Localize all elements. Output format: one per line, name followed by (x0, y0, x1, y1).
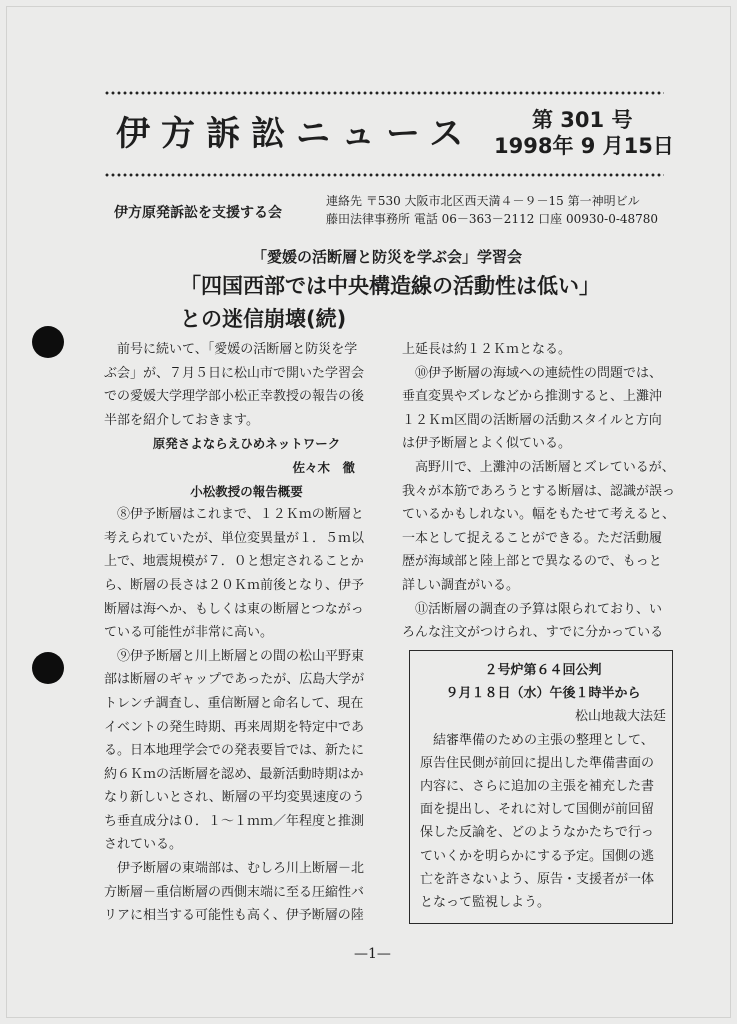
body-line: は伊予断層とよく似ている。 (402, 436, 572, 452)
body-line: 部は断層のギャップであったが、広島大学が (104, 672, 365, 688)
notice-line: 原告住民側が前回に提出した準備書面の (420, 755, 655, 771)
body-line: 断層は海へか、もしくは東の断層とつながっ (104, 601, 364, 617)
body-line: 伊予断層の東端部は、むしろ川上断層－北 (104, 861, 365, 877)
punch-hole-bottom (32, 652, 64, 684)
notice-datetime: ９月１８日（水）午後１時半から (445, 686, 641, 702)
body-line: ⑩伊予断層の海域への連続性の問題では、 (402, 365, 663, 381)
court-notice-box (409, 650, 673, 924)
body-line: 方断層－重信断層の西側末端に至る圧縮性バ (104, 884, 365, 900)
article-headline: 「四国西部では中央構造線の活動性は低い」 (180, 274, 600, 298)
body-line: 垂直変異やズレなどから推測すると、上灘沖 (402, 389, 663, 405)
body-line: ているかもしれない。幅をもたせて考えると、 (402, 507, 676, 523)
article-subhead: 「愛媛の活断層と防災を学ぶ会」学習会 (252, 248, 523, 266)
contact-line: 藤田法律事務所 電話 06－363－2112 口座 00930-0-48780 (326, 212, 659, 226)
body-line: ち垂直成分は０．１～１ｍｍ／年程度と推測 (104, 813, 365, 829)
article-headline-continued: との迷信崩壊(続) (180, 307, 347, 331)
author-name: 佐々木 徹 (292, 459, 355, 475)
body-line: る。日本地理学会での発表要旨では、新たに (104, 743, 365, 759)
notice-line: 亡を許さないよう、原告・支援者が一体 (420, 871, 655, 887)
body-line: されている。 (104, 837, 183, 853)
body-line: ている可能性が非常に高い。 (104, 625, 274, 641)
newsletter-title: 伊方訴訟ニュース (116, 114, 475, 154)
body-line: ⑪活断層の調査の予算は限られており、い (402, 601, 663, 617)
body-line: 上延長は約１２Ｋｍとなる。 (402, 342, 572, 357)
notice-line: 結審準備のための主張の整理として、 (420, 732, 654, 748)
page-number: —1— (354, 946, 391, 962)
contact-line: 連絡先 〒530 大阪市北区西天満４－９－15 第一神明ビル (326, 194, 640, 208)
dotted-rule-top (104, 90, 664, 96)
body-line: １２Ｋｍ区間の活断層の活動スタイルと方向 (402, 412, 662, 428)
body-line: ぶ会」が、７月５日に松山市で開いた学習会 (104, 365, 365, 381)
notice-line: 面を提出し、それに対して国側が前回留 (420, 802, 655, 818)
article-column-left (104, 338, 389, 928)
body-line: 詳しい調査がいる。 (402, 577, 520, 593)
notice-title: ２号炉第６４回公判 (484, 663, 602, 678)
notice-line: となって監視しよう。 (420, 895, 551, 911)
body-line: 上で、地震規模が７．０と想定されることか (104, 554, 364, 570)
notice-line: ていくかを明らかにする予定。国側の逃 (420, 848, 655, 864)
body-line: 歴が海域部と陸上部とで異なるので、もっと (402, 554, 662, 570)
body-line: ろんな注文がつけられ、すでに分かっている (402, 625, 664, 641)
body-line: 前号に続いて、「愛媛の活断層と防災を学 (104, 342, 358, 357)
contact-info (326, 192, 658, 228)
organization-name: 伊方原発訴訟を支援する会 (114, 205, 282, 221)
body-line: なり新しいとされ、断層の平均変異速度のう (104, 790, 365, 806)
issue-number: 第 301 号 (532, 108, 633, 132)
body-line: 我々が本筋であろうとする断層は、認識が誤っ (402, 483, 676, 499)
article-column-right (402, 338, 677, 645)
section-heading: 小松教授の報告概要 (190, 483, 303, 499)
body-line: ⑨伊予断層と川上断層との間の松山平野東 (104, 648, 365, 664)
author-affiliation: 原発さよならえひめネットワーク (152, 436, 341, 452)
body-line: 一本として捉えることができる。ただ活動履 (402, 530, 663, 546)
issue-date: 1998年 9 月15日 (494, 134, 674, 158)
body-line: リアに相当する可能性も高く、伊予断層の陸 (104, 908, 364, 924)
notice-line: 保した反論を、どのようなかたちで行っ (420, 825, 654, 841)
body-line: 半部を紹介しておきます。 (104, 412, 259, 428)
body-line: ら、断層の長さは２０Ｋｍ前後となり、伊予 (104, 577, 365, 593)
punch-hole-top (32, 326, 64, 358)
body-line: 考えられていたが、単位変異量が１．５ｍ以 (104, 530, 365, 546)
dotted-rule-bottom (104, 172, 664, 178)
body-line: 高野川で、上灘沖の活断層とズレているが、 (402, 459, 675, 475)
body-line: 約６Ｋｍの活断層を認め、最新活動時期はか (104, 766, 364, 782)
body-line: トレンチ調査し、重信断層と命名して、現在 (104, 695, 364, 711)
notice-venue: 松山地裁大法廷 (574, 709, 666, 725)
body-line: イベントの発生時期、再来周期を特定中であ (104, 719, 365, 735)
notice-line: 内容に、さらに追加の主張を補充した書 (420, 779, 655, 795)
body-line: での愛媛大学理学部小松正幸教授の報告の後 (104, 389, 365, 405)
body-line: ⑧伊予断層はこれまで、１２Ｋｍの断層と (104, 507, 364, 523)
